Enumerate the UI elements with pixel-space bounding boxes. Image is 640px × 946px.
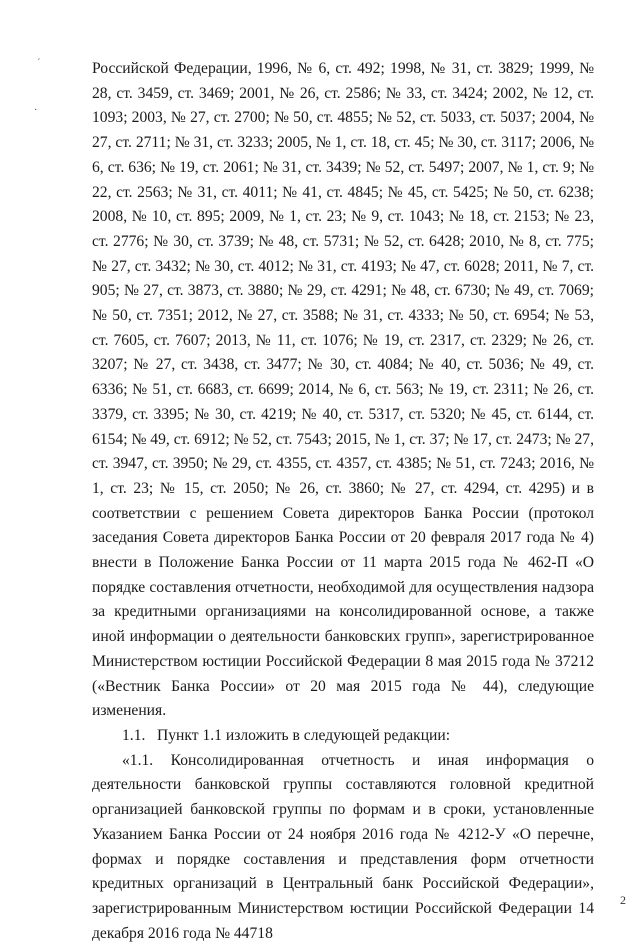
paragraph-legal-references: Российской Федерации, 1996, № 6, ст. 492; 1998, № 31, ст. 3829; 1999, № 28, ст. 3459, ст. 3469; 2001, № 26, ст. 2586; № 33, ст. 3424; 2002, № 12, ст. 1093; 2003, № 27, ст. 2700; № 50, ст. 4855; № 52, ст. 5033, ст. 5037; 2004, № 27, ст. 2711; № 31, ст. 3233; 2005, № 1, ст. 18, ст. 45; № 30, ст. 3117; 2006, № 6, ст. 636; № 19, ст. 2061; № 31, ст. 3439; № 52, ст. 5497; 2007, № 1, ст. 9; № 22, ст. 2563; № 31, ст. 4011; № 41, ст. 4845; № 45, ст. 5425; № 50, ст. 6238; 2008, № 10, ст. 895; 2009, № 1, ст. 23; № 9, ст. 1043; № 18, ст. 2153; № 23, ст. 2776; № 30, ст. 3739; № 48, ст. 5731; № 52, ст. 6428; 2010, № 8, ст. 775; № 27, ст. 3432; № 30, ст. 4012; № 31, ст. 4193; № 47, ст. 6028; 2011, № 7, ст. 905; № 27, ст. 3873, ст. 3880; № 29, ст. 4291; № 48, ст. 6730; № 49, ст. 7069; № 50, ст. 7351; 2012, № 27, ст. 3588; № 31, ст. 4333; № 50, ст. 6954; № 53, ст. 7605, ст. 7607; 2013, № 11, ст. 1076; № 19, ст. 2317, ст. 2329; № 26, ст. 3207; № 27, ст. 3438, ст. 3477; № 30, ст. 4084; № 40, ст. 5036; № 49, ст. 6336; № 51, ст. 6683, ст. 6699; 2014, № 6, ст. 563; № 19, ст. 2311; № 26, ст. 3379, ст. 3395; № 30, ст. 4219; № 40, ст. 5317, ст. 5320; № 45, ст. 6144, ст. 6154; № 49, ст. 6912; № 52, ст. 7543; 2015, № 1, ст. 37; № 17, ст. 2473; № 27, ст. 3947, ст. 3950; № 29, ст. 4355, ст. 4357, ст. 4385; № 51, ст. 7243; 2016, № 1, ст. 23; № 15, ст. 2050; № 26, ст. 3860; № 27, ст. 4294, ст. 4295) и в соответствии с решением Совета директоров Банка России (протокол заседания Совета директоров Банка России от 20 февраля 2017 года № 4) внести в Положение Банка России от 11 марта 2015 года № 462-П «О порядке составления отчетности, необходимой для осуществления надзора за кредитными организациями на консолидированной основе, а также иной информации о деятельности банковских групп», зарегистрированное Министерством юстиции Российской Федерации 8 мая 2015 года № 37212 («Вестник Банка России» от 20 мая 2015 года № 44), следующие изменения.	[92, 60, 594, 720]
page-number: 2	[620, 893, 626, 907]
scan-mark: ˊ	[37, 58, 41, 69]
document-body	[92, 57, 594, 946]
item-text: Пункт 1.1 изложить в следующей редакции:	[157, 726, 451, 744]
scan-mark: ·	[34, 105, 38, 116]
item-number: 1.1.	[122, 726, 146, 744]
list-item-1-1	[92, 724, 594, 749]
paragraph-new-wording: «1.1. Консолидированная отчетность и иная информация о деятельности банковской группы составляются головной кредитной организацией банковской группы по формам и в сроки, установленные Указанием Банка России от 24 ноября 2016 года № 4212-У «О перечне, формах и порядке составления и представления форм отчетности кредитных организаций в Центральный банк Российской Федерации», зарегистрированным Министерством юстиции Российской Федерации 14 декабря 2016 года № 44718	[92, 751, 594, 942]
